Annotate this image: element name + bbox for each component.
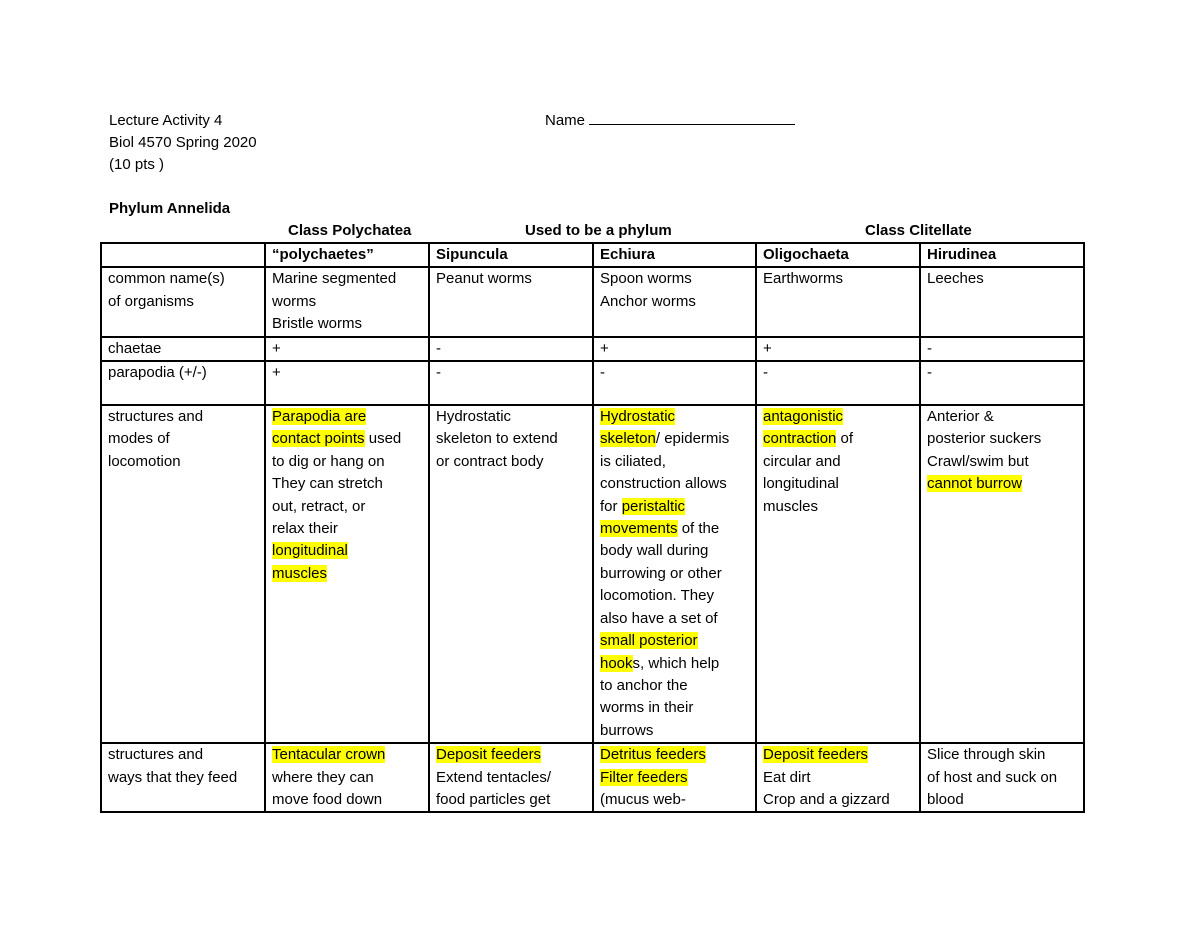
cell-chaetae-sipuncula: - [429, 337, 593, 361]
highlighted-text: small posterior [600, 632, 698, 650]
highlighted-text: skeleton [600, 430, 656, 448]
name-blank-line[interactable] [589, 110, 795, 125]
activity-title: Lecture Activity 4 [109, 112, 223, 129]
cell-feeding-echiura: Detritus feeders Filter feeders (mucus web- [593, 743, 756, 812]
phylum-heading: Phylum Annelida [109, 200, 231, 217]
name-field[interactable] [545, 110, 795, 132]
cell-chaetae-hirudinea: - [920, 337, 1084, 361]
highlighted-text: muscles [272, 564, 328, 582]
cell-parapodia-echiura: - [593, 361, 756, 405]
column-header-echiura: Echiura [593, 243, 756, 267]
cell-feeding-sipuncula: Deposit feeders Extend tentacles/ food particles get [429, 743, 593, 812]
cell-common-oligochaeta: Earthworms [756, 267, 920, 336]
table-header-row [101, 243, 1084, 267]
highlighted-text: Filter feeders [600, 768, 688, 786]
cell-common-echiura: Spoon worms Anchor worms [593, 267, 756, 336]
highlighted-text: Detritus feeders [600, 746, 706, 764]
cell-parapodia-sipuncula: - [429, 361, 593, 405]
annelida-table [100, 242, 1085, 813]
cell-locomotion-polychaetes: Parapodia are contact points used to dig or hang on They can stretch out, retract, or relax their longitudinal muscles [265, 405, 429, 743]
name-label: Name [545, 112, 586, 129]
cell-feeding-oligochaeta: Deposit feeders Eat dirt Crop and a gizzard [756, 743, 920, 812]
column-header-blank [101, 243, 265, 267]
table-row-feeding [101, 743, 1084, 812]
column-header-hirudinea: Hirudinea [920, 243, 1084, 267]
highlighted-text: peristaltic [621, 497, 686, 515]
group-clitellate: Class Clitellate [865, 222, 972, 239]
cell-common-sipuncula: Peanut worms [429, 267, 593, 336]
highlighted-text: contact points [272, 430, 365, 448]
cell-feeding-polychaetes: Tentacular crown where they can move food down [265, 743, 429, 812]
highlighted-text: longitudinal [272, 542, 348, 560]
course-line: Biol 4570 Spring 2020 [109, 134, 257, 151]
table-row-parapodia [101, 361, 1084, 405]
column-header-sipuncula: Sipuncula [429, 243, 593, 267]
table-row-common-names [101, 267, 1084, 336]
cell-parapodia-oligochaeta: - [756, 361, 920, 405]
cell-chaetae-oligochaeta: + [756, 337, 920, 361]
cell-common-hirudinea: Leeches [920, 267, 1084, 336]
row-label-feeding: structures and ways that they feed [101, 743, 265, 812]
column-header-polychaetes: “polychaetes” [265, 243, 429, 267]
table-row-locomotion [101, 405, 1084, 743]
cell-locomotion-hirudinea: Anterior & posterior suckers Crawl/swim but cannot burrow [920, 405, 1084, 743]
highlighted-text: Deposit feeders [436, 746, 542, 764]
highlighted-text: Deposit feeders [763, 746, 869, 764]
row-label-chaetae: chaetae [101, 337, 265, 361]
row-label-common-names: common name(s) of organisms [101, 267, 265, 336]
highlighted-text: hook [600, 654, 633, 672]
cell-locomotion-oligochaeta: antagonistic contraction of circular and longitudinal muscles [756, 405, 920, 743]
cell-common-polychaetes: Marine segmented worms Bristle worms [265, 267, 429, 336]
table-row-chaetae [101, 337, 1084, 361]
cell-parapodia-polychaetes: + [265, 361, 429, 405]
highlighted-text: Parapodia are [272, 408, 367, 426]
highlighted-text: movements [600, 520, 678, 538]
row-label-parapodia: parapodia (+/-) [101, 361, 265, 405]
highlighted-text: contraction [763, 430, 837, 448]
highlighted-text: Hydrostatic [600, 408, 676, 426]
highlighted-text: antagonistic [763, 408, 844, 426]
cell-chaetae-echiura: + [593, 337, 756, 361]
group-polychatea: Class Polychatea [288, 222, 412, 239]
column-header-oligochaeta: Oligochaeta [756, 243, 920, 267]
highlighted-text: Tentacular crown [272, 746, 386, 764]
cell-locomotion-sipuncula: Hydrostatic skeleton to extend or contract body [429, 405, 593, 743]
cell-parapodia-hirudinea: - [920, 361, 1084, 405]
row-label-locomotion: structures and modes of locomotion [101, 405, 265, 743]
cell-chaetae-polychaetes: + [265, 337, 429, 361]
group-used-to-be-phylum: Used to be a phylum [525, 222, 672, 239]
cell-feeding-hirudinea: Slice through skin of host and suck on blood [920, 743, 1084, 812]
highlighted-text: cannot burrow [927, 475, 1023, 493]
points-line: (10 pts ) [109, 156, 165, 173]
cell-locomotion-echiura: Hydrostatic skeleton/ epidermis is ciliated, construction allows for peristaltic movements of the body wall during burrowing or other locomotion. They also have a set of small posterior hooks, which help to anchor the worms in their burrows [593, 405, 756, 743]
